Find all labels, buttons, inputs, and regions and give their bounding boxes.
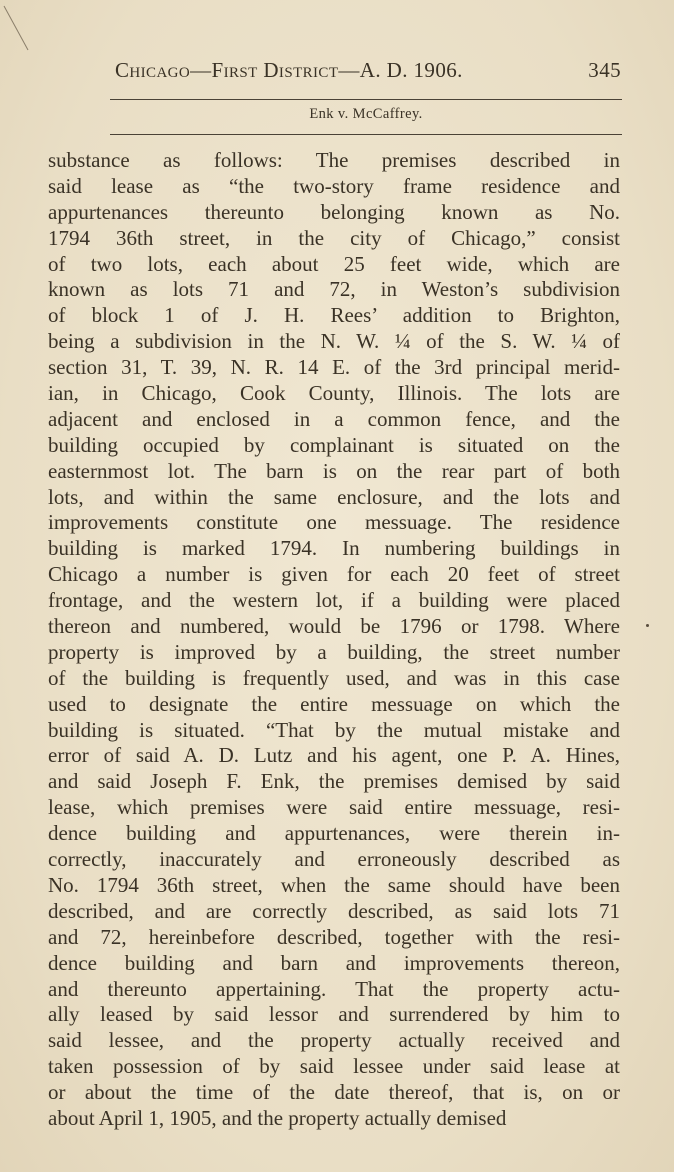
text-line: property is improved by a building, the street number <box>48 639 620 664</box>
header-rule-bottom <box>110 134 622 135</box>
text-line: improvements constitute one messuage. The residence <box>48 510 620 535</box>
page-corner-fold-mark <box>2 4 32 52</box>
text-line: and thereunto appertaining. That the property actu- <box>48 976 620 1001</box>
text-line: thereon and numbered, would be 1796 or 1798. Where <box>48 614 620 639</box>
text-line: said lessee, and the property actually received and <box>48 1028 620 1053</box>
margin-ink-mark <box>646 624 649 627</box>
text-line: ian, in Chicago, Cook County, Illinois. The lots are <box>48 381 620 406</box>
text-line: building is situated. “That by the mutual mistake and <box>48 717 620 742</box>
text-line: dence building and appurtenances, were therein in- <box>48 821 620 846</box>
text-line: or about the time of the date thereof, that is, on or <box>48 1080 620 1105</box>
text-line: substance as follows: The premises described in <box>48 148 620 172</box>
text-line: used to designate the entire messuage on which the <box>48 691 620 716</box>
text-line: 1794 36th street, in the city of Chicago,” consist <box>48 225 620 250</box>
text-line: appurtenances thereunto belonging known as No. <box>48 199 620 224</box>
text-line: easternmost lot. The barn is on the rear part of both <box>48 458 620 483</box>
text-line: No. 1794 36th street, when the same should have been <box>48 872 620 897</box>
case-title: Enk v. McCaffrey. <box>309 106 423 122</box>
body-text <box>48 148 620 1132</box>
text-line: lease, which premises were said entire messuage, resi- <box>48 795 620 820</box>
text-line: known as lots 71 and 72, in Weston’s subdivision <box>48 277 620 302</box>
text-line: of block 1 of J. H. Rees’ addition to Brighton, <box>48 303 620 328</box>
text-line: of two lots, each about 25 feet wide, which are <box>48 251 620 276</box>
text-line: and 72, hereinbefore described, together with the resi- <box>48 924 620 949</box>
text-line: correctly, inaccurately and erroneously described as <box>48 847 620 872</box>
text-line: Chicago a number is given for each 20 feet of street <box>48 562 620 587</box>
text-line: section 31, T. 39, N. R. 14 E. of the 3rd principal merid- <box>48 355 620 380</box>
running-title: Chicago—First District—A. D. 1906. <box>115 58 463 82</box>
text-line: being a subdivision in the N. W. ¼ of the S. W. ¼ of <box>48 329 620 354</box>
header-rule-top <box>110 99 622 100</box>
text-line: lots, and within the same enclosure, and the lots and <box>48 484 620 509</box>
text-line: said lease as “the two-story frame residence and <box>48 173 620 198</box>
text-line: frontage, and the western lot, if a building were placed <box>48 588 620 613</box>
text-line: about April 1, 1905, and the property actually demised <box>48 1105 507 1130</box>
page-number: 345 <box>588 58 621 82</box>
text-line: building occupied by complainant is situated on the <box>48 432 620 457</box>
text-line: of the building is frequently used, and was in this case <box>48 665 620 690</box>
text-line: ally leased by said lessor and surrendered by him to <box>48 1002 620 1027</box>
text-line: adjacent and enclosed in a common fence, and the <box>48 406 620 431</box>
text-line: described, and are correctly described, as said lots 71 <box>48 898 620 923</box>
text-line: and said Joseph F. Enk, the premises demised by said <box>48 769 620 794</box>
text-line: dence building and barn and improvements thereon, <box>48 950 620 975</box>
text-line: taken possession of by said lessee under said lease at <box>48 1054 620 1079</box>
text-line: error of said A. D. Lutz and his agent, one P. A. Hines, <box>48 743 620 768</box>
text-line: building is marked 1794. In numbering buildings in <box>48 536 620 561</box>
running-head <box>115 58 625 90</box>
